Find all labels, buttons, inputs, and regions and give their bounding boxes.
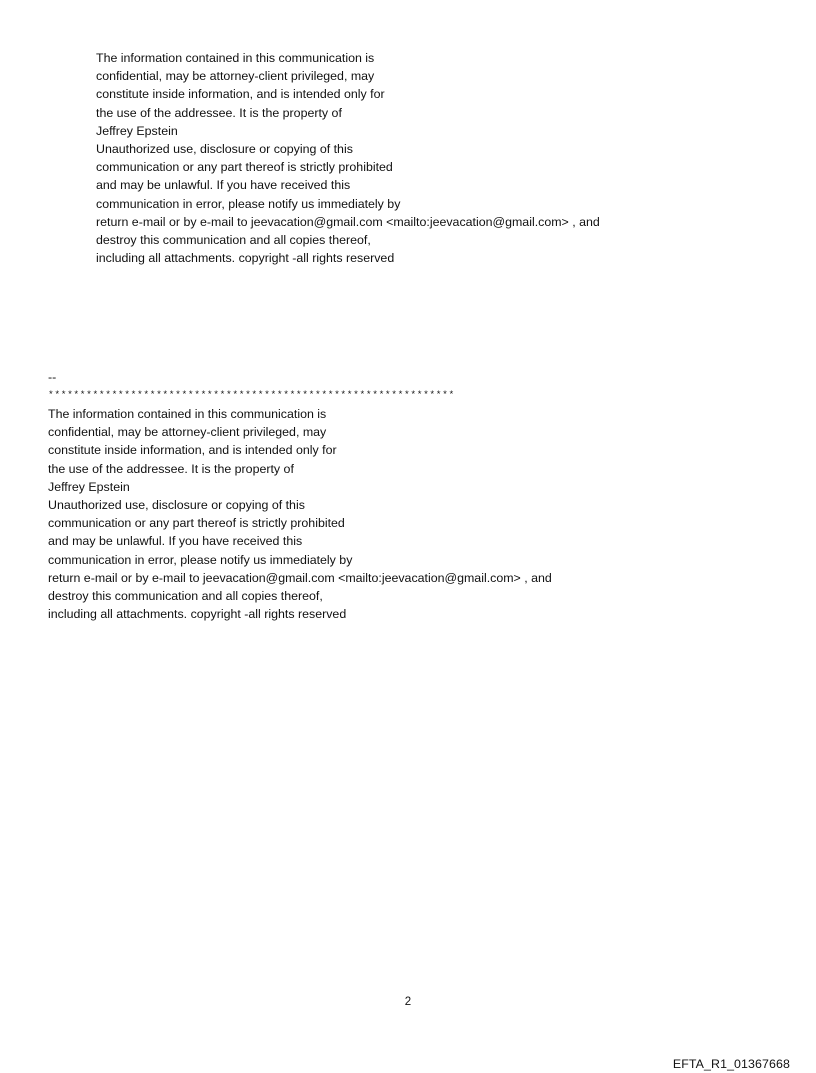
disclaimer-line: and may be unlawful. If you have received this [96, 178, 351, 193]
disclaimer-line: return e-mail or by e-mail to jeevacation@gmail.com <mailto:jeevacation@gmail.com> , and [96, 214, 600, 229]
signature-disclaimer [48, 405, 552, 623]
disclaimer-line: constitute inside information, and is intended only for [96, 87, 385, 102]
disclaimer-line: communication in error, please notify us immediately by [96, 196, 401, 211]
signature-line: communication in error, please notify us immediately by [48, 552, 353, 567]
disclaimer-line: communication or any part thereof is strictly prohibited [96, 160, 393, 175]
signature-line: Jeffrey Epstein [48, 479, 130, 494]
signature-line: return e-mail or by e-mail to jeevacation@gmail.com <mailto:jeevacation@gmail.com> , and [48, 570, 552, 585]
disclaimer-line: including all attachments. copyright -all rights reserved [96, 251, 395, 266]
disclaimer-line: destroy this communication and all copies thereof, [96, 233, 371, 248]
disclaimer-line: The information contained in this communication is [96, 51, 375, 65]
signature-line: confidential, may be attorney-client privileged, may [48, 425, 327, 440]
signature-star-rule: **************************************************************** [48, 389, 455, 400]
signature-separator: -- [48, 370, 57, 384]
signature-line: The information contained in this communication is [48, 407, 327, 421]
quoted-disclaimer [96, 49, 600, 267]
signature-line: Unauthorized use, disclosure or copying of this [48, 498, 305, 513]
signature-line: constitute inside information, and is intended only for [48, 443, 337, 458]
signature-line: and may be unlawful. If you have received this [48, 534, 303, 549]
signature-line: communication or any part thereof is strictly prohibited [48, 516, 345, 531]
disclaimer-line: the use of the addressee. It is the property of [96, 105, 342, 120]
disclaimer-line: Jeffrey Epstein [96, 123, 178, 138]
disclaimer-line: Unauthorized use, disclosure or copying of this [96, 142, 353, 157]
disclaimer-line: confidential, may be attorney-client privileged, may [96, 69, 375, 84]
signature-line: destroy this communication and all copies thereof, [48, 589, 323, 604]
signature-line: the use of the addressee. It is the property of [48, 461, 294, 476]
bates-number: EFTA_R1_01367668 [672, 1057, 790, 1071]
page-number: 2 [404, 996, 412, 1008]
signature-line: including all attachments. copyright -all rights reserved [48, 607, 347, 622]
